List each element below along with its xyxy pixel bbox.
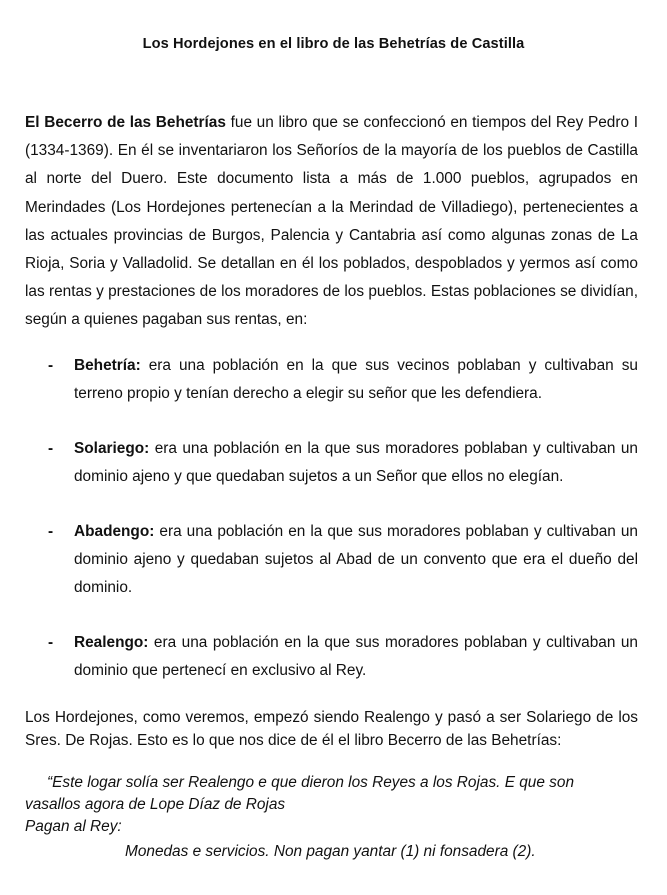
list-dash: - [48, 634, 54, 651]
list-item-description: era una población en la que sus moradores poblaban y cultivaban un dominio que pertenecí en exclusivo al Rey. [74, 634, 638, 680]
list-dash: - [48, 523, 54, 540]
list-item-text [74, 518, 638, 603]
list-dash: - [48, 357, 54, 374]
quote-block [25, 772, 638, 863]
quote-line: Monedas e servicios. Non pagan yantar (1) ni fonsadera (2). [125, 843, 536, 860]
list-item-term: Solariego: [74, 440, 150, 457]
intro-bold-lead: El Becerro de las Behetrías [25, 114, 226, 131]
closing-paragraph: Los Hordejones, como veremos, empezó siendo Realengo y pasó a ser Solariego de los Sres. De Rojas. Esto es lo que nos dice de él el libro Becerro de las Behetrías: [25, 709, 638, 749]
list-item-text [74, 435, 638, 491]
list-item-term: Realengo: [74, 634, 149, 651]
intro-paragraph [25, 109, 638, 335]
list-item-text [74, 352, 638, 408]
intro-text: fue un libro que se confeccionó en tiempos del Rey Pedro I (1334-1369). En él se inventariaron los Señoríos de la mayoría de los pueblos de Castilla al norte del Duero. Este documento lista a más de 1.000 pueblos, agrupados en Merindades (Los Hordejones pertenecían a la Merindad de Villadiego), pertenecientes a las actuales provincias de Burgos, Palencia y Cantabria así como algunas zonas de La Rioja, Soria y Valladolid. Se detallan en él los poblados, despoblados y yermos así como las rentas y prestaciones de los moradores de los pueblos. Estas poblaciones se dividían, según a quienes pagaban sus rentas, en: [25, 114, 638, 329]
quote-line: “Este logar solía ser Realengo e que dieron los Reyes a los Rojas. E que son [47, 774, 575, 791]
list-dash: - [48, 440, 54, 457]
quote-line: Pagan al Rey: [25, 818, 122, 835]
document-title: Los Hordejones en el libro de las Behetrías de Castilla [142, 36, 525, 52]
list-item-term: Abadengo: [74, 523, 155, 540]
list-item-term: Behetría: [74, 357, 141, 374]
list-item-description: era una población en la que sus vecinos poblaban y cultivaban su terreno propio y tenían derecho a elegir su señor que les defendiera. [74, 357, 638, 403]
list-item-description: era una población en la que sus moradores poblaban y cultivaban un dominio ajeno y quedaban sujetos al Abad de un convento que era el dueño del dominio. [74, 523, 638, 597]
list-item-text [74, 629, 638, 685]
list-item-description: era una población en la que sus moradores poblaban y cultivaban un dominio ajeno y que quedaban sujetos a un Señor que ellos no elegían. [74, 440, 638, 486]
quote-line: vasallos agora de Lope Díaz de Rojas [25, 796, 286, 813]
